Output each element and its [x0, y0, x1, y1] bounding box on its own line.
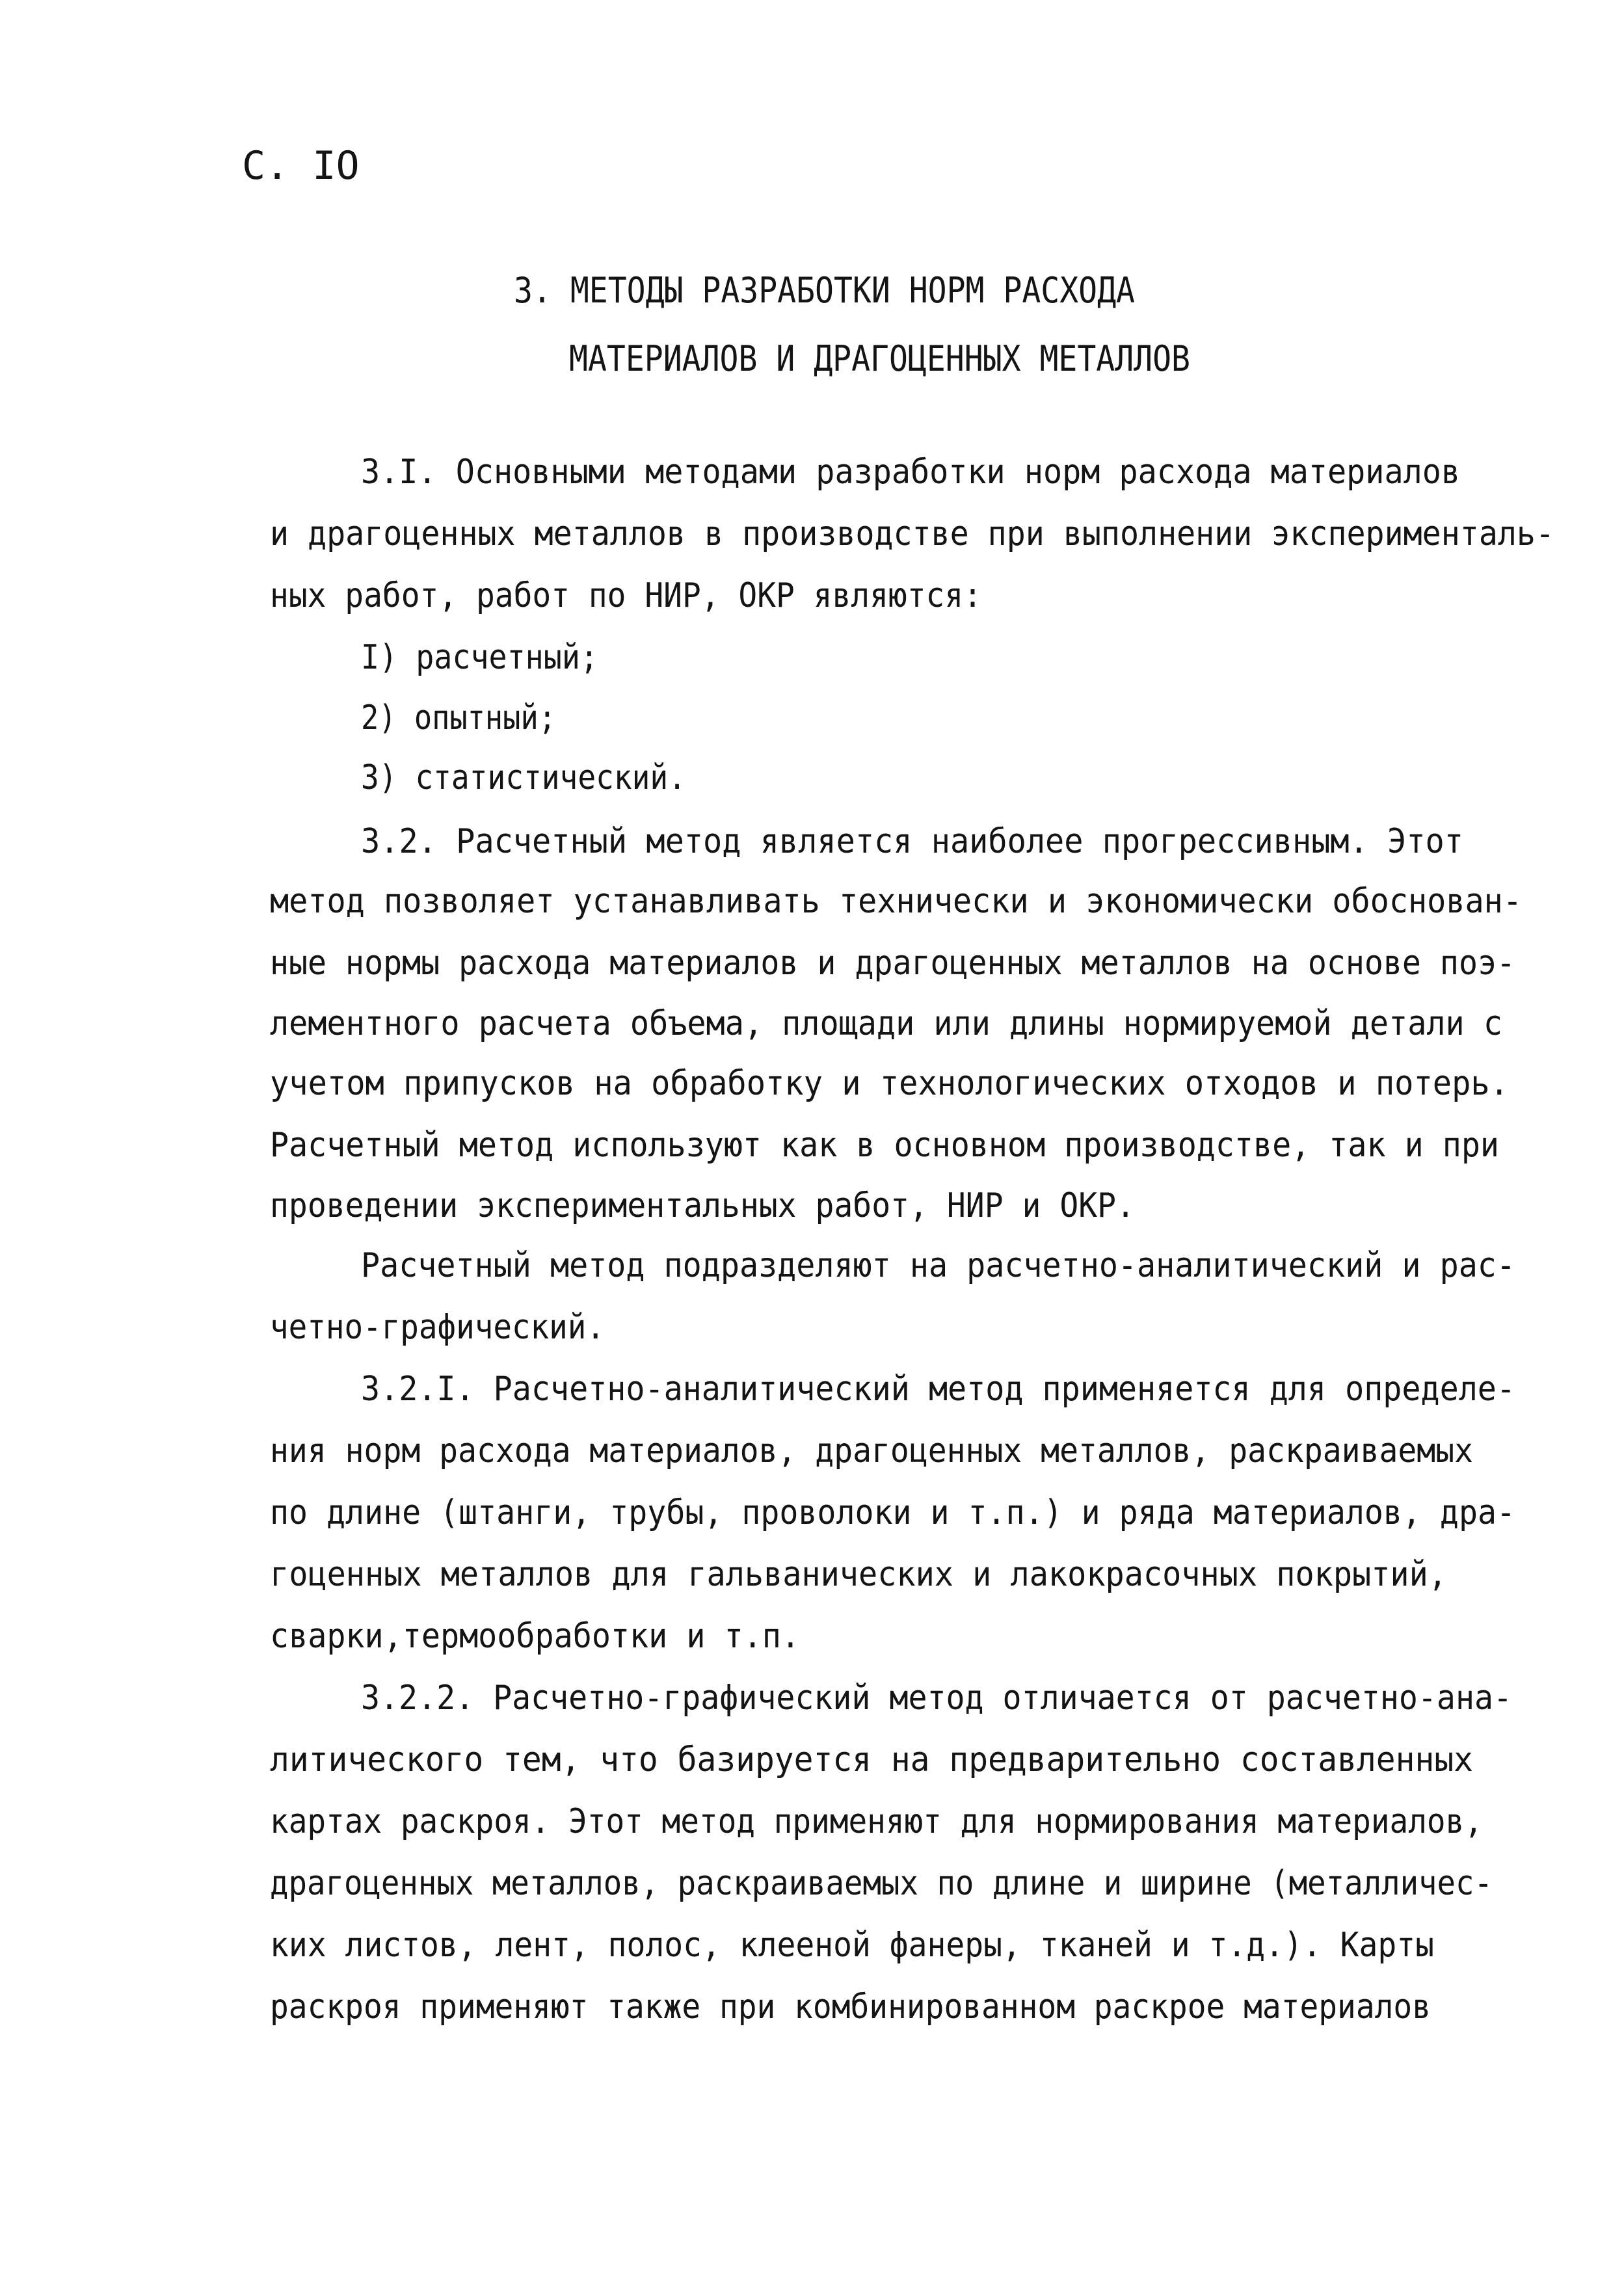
para-3-2-1-line-2: ния норм расхода материалов, драгоценных металлов, раскраиваемых [270, 1431, 1473, 1470]
list-item-3: 3) статистический. [361, 758, 686, 797]
para-3-1-line-2: и драгоценных металлов в производстве при выполнении эксперименталь- [270, 514, 1554, 553]
para-3-2-line-5: учетом припусков на обработку и технологических отходов и потерь. [270, 1064, 1509, 1103]
para-3-2-1-line-5: сварки,термообработки и т.п. [270, 1617, 800, 1656]
para-3-2-2-line-6: раскроя применяют также при комбинированном раскрое материалов [270, 1988, 1431, 2027]
para-3-2-2-line-2: литического тем, что базируется на предварительно составленных [270, 1740, 1473, 1779]
para-3-2-line-6: Расчетный метод используют как в основном производстве, так и при [270, 1126, 1499, 1165]
section-heading-line-1: 3. МЕТОДЫ РАЗРАБОТКИ НОРМ РАСХОДА [514, 270, 1135, 311]
para-3-1-line-1: 3.I. Основными методами разработки норм расхода материалов [361, 453, 1460, 492]
para-3-2-line-1: 3.2. Расчетный метод является наиболее прогрессивным. Этот [361, 822, 1463, 861]
para-3-2-line-3: ные нормы расхода материалов и драгоценных металлов на основе поэ- [270, 944, 1515, 983]
para-3-2-line-7: проведении экспериментальных работ, НИР и ОКР. [270, 1186, 1135, 1225]
section-heading-line-2: МАТЕРИАЛОВ И ДРАГОЦЕННЫХ МЕТАЛЛОВ [569, 338, 1190, 379]
para-3-2-line-4: лементного расчета объема, площади или длины нормируемой детали с [270, 1004, 1502, 1043]
para-3-2-2-line-5: ких листов, лент, полос, клееной фанеры, тканей и т.д.). Карты [270, 1926, 1434, 1965]
para-methods-line-1: Расчетный метод подразделяют на расчетно-аналитический и рас- [361, 1246, 1515, 1285]
para-3-2-2-line-1: 3.2.2. Расчетно-графический метод отличается от расчетно-ана- [361, 1679, 1512, 1718]
para-3-2-1-line-1: 3.2.I. Расчетно-аналитический метод применяется для определе- [361, 1370, 1515, 1409]
para-3-2-1-line-3: по длине (штанги, трубы, проволоки и т.п.) и ряда материалов, дра- [270, 1493, 1515, 1532]
para-3-2-1-line-4: гоценных металлов для гальванических и лакокрасочных покрытий, [270, 1555, 1447, 1594]
para-3-2-line-2: метод позволяет устанавливать технически и экономически обоснован- [270, 882, 1522, 921]
para-3-1-line-3: ных работ, работ по НИР, ОКР являются: [270, 576, 982, 615]
para-methods-line-2: четно-графический. [270, 1308, 605, 1347]
para-3-2-2-line-3: картах раскроя. Этот метод применяют для нормирования материалов, [270, 1802, 1483, 1841]
list-item-1: I) расчетный; [361, 638, 598, 677]
list-item-2: 2) опытный; [361, 698, 556, 738]
page-number: С. IO [242, 143, 360, 189]
para-3-2-2-line-4: драгоценных металлов, раскраиваемых по длине и ширине (металличес- [270, 1864, 1493, 1903]
